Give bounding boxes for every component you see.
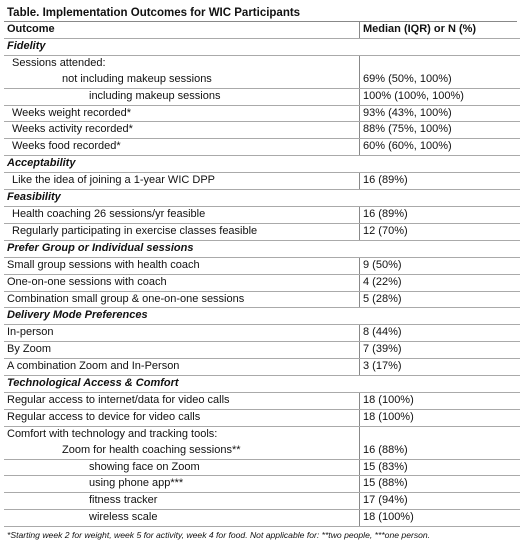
table-row (4, 105, 520, 122)
outcome-value: 16 (88%) (360, 443, 520, 459)
outcome-value (360, 426, 520, 442)
section-label: Feasibility (4, 190, 360, 207)
outcome-value: 18 (100%) (360, 510, 520, 527)
table-row (4, 476, 520, 493)
outcome-value: 4 (22%) (360, 274, 520, 291)
section-spacer (360, 240, 520, 257)
outcome-label: showing face on Zoom (4, 459, 360, 476)
outcome-label: Like the idea of joining a 1-year WIC DPP (4, 173, 360, 190)
outcome-label: Zoom for health coaching sessions** (4, 443, 360, 459)
table-row (4, 493, 520, 510)
outcome-value: 15 (88%) (360, 476, 520, 493)
outcome-value (360, 55, 520, 71)
section-spacer (360, 308, 520, 325)
section-label: Prefer Group or Individual sessions (4, 240, 360, 257)
section-header (4, 240, 520, 257)
outcome-label: Comfort with technology and tracking tools: (4, 426, 360, 442)
section-spacer (360, 190, 520, 207)
outcome-value: 18 (100%) (360, 392, 520, 409)
table-row (4, 223, 520, 240)
table-row (4, 88, 520, 105)
outcome-value: 69% (50%, 100%) (360, 72, 520, 88)
section-header (4, 190, 520, 207)
section-spacer (360, 376, 520, 393)
table-row (4, 257, 520, 274)
table-row (4, 139, 520, 156)
table-row (4, 55, 520, 71)
outcome-label: Sessions attended: (4, 55, 360, 71)
table-header-row (4, 22, 520, 38)
outcome-label: Regular access to device for video calls (4, 409, 360, 426)
section-header (4, 308, 520, 325)
table-row (4, 206, 520, 223)
table-row (4, 342, 520, 359)
outcome-value: 17 (94%) (360, 493, 520, 510)
outcome-value: 93% (43%, 100%) (360, 105, 520, 122)
outcome-label: One-on-one sessions with coach (4, 274, 360, 291)
outcome-label: Health coaching 26 sessions/yr feasible (4, 206, 360, 223)
table-footnote: *Starting week 2 for weight, week 5 for activity, week 4 for food. Not applicable for: **two people, ***one person. (4, 527, 517, 541)
outcome-label: Weeks weight recorded* (4, 105, 360, 122)
table-row (4, 359, 520, 376)
outcome-label: not including makeup sessions (4, 72, 360, 88)
outcome-value: 9 (50%) (360, 257, 520, 274)
outcome-value: 16 (89%) (360, 173, 520, 190)
table-title: Table. Implementation Outcomes for WIC Participants (4, 6, 517, 22)
outcome-label: Combination small group & one-on-one sessions (4, 291, 360, 308)
outcome-value: 100% (100%, 100%) (360, 88, 520, 105)
table-row (4, 122, 520, 139)
outcome-value: 18 (100%) (360, 409, 520, 426)
header-outcome: Outcome (4, 22, 360, 38)
outcome-value: 3 (17%) (360, 359, 520, 376)
header-value: Median (IQR) or N (%) (360, 22, 520, 38)
outcome-label: A combination Zoom and In-Person (4, 359, 360, 376)
table-body (4, 22, 520, 527)
section-spacer (360, 156, 520, 173)
section-label: Delivery Mode Preferences (4, 308, 360, 325)
table-row (4, 426, 520, 442)
section-spacer (360, 38, 520, 55)
section-label: Fidelity (4, 38, 360, 55)
outcome-label: wireless scale (4, 510, 360, 527)
outcome-value: 15 (83%) (360, 459, 520, 476)
outcome-value: 16 (89%) (360, 206, 520, 223)
outcome-label: including makeup sessions (4, 88, 360, 105)
section-label: Acceptability (4, 156, 360, 173)
table-row (4, 443, 520, 459)
table-row (4, 459, 520, 476)
section-header (4, 38, 520, 55)
outcome-value: 60% (60%, 100%) (360, 139, 520, 156)
outcomes-table-container (4, 6, 517, 541)
outcome-label: Regular access to internet/data for video calls (4, 392, 360, 409)
outcome-label: Small group sessions with health coach (4, 257, 360, 274)
outcome-label: fitness tracker (4, 493, 360, 510)
outcome-value: 7 (39%) (360, 342, 520, 359)
outcome-label: Regularly participating in exercise classes feasible (4, 223, 360, 240)
table-row (4, 392, 520, 409)
outcome-label: By Zoom (4, 342, 360, 359)
section-header (4, 156, 520, 173)
table-row (4, 72, 520, 88)
table-row (4, 510, 520, 527)
table-row (4, 409, 520, 426)
table-row (4, 291, 520, 308)
outcome-value: 8 (44%) (360, 325, 520, 342)
outcomes-table (4, 22, 520, 527)
outcome-label: Weeks activity recorded* (4, 122, 360, 139)
section-header (4, 376, 520, 393)
section-label: Technological Access & Comfort (4, 376, 360, 393)
outcome-value: 88% (75%, 100%) (360, 122, 520, 139)
outcome-value: 12 (70%) (360, 223, 520, 240)
table-row (4, 325, 520, 342)
outcome-value: 5 (28%) (360, 291, 520, 308)
table-row (4, 173, 520, 190)
outcome-label: using phone app*** (4, 476, 360, 493)
outcome-label: Weeks food recorded* (4, 139, 360, 156)
outcome-label: In-person (4, 325, 360, 342)
table-row (4, 274, 520, 291)
